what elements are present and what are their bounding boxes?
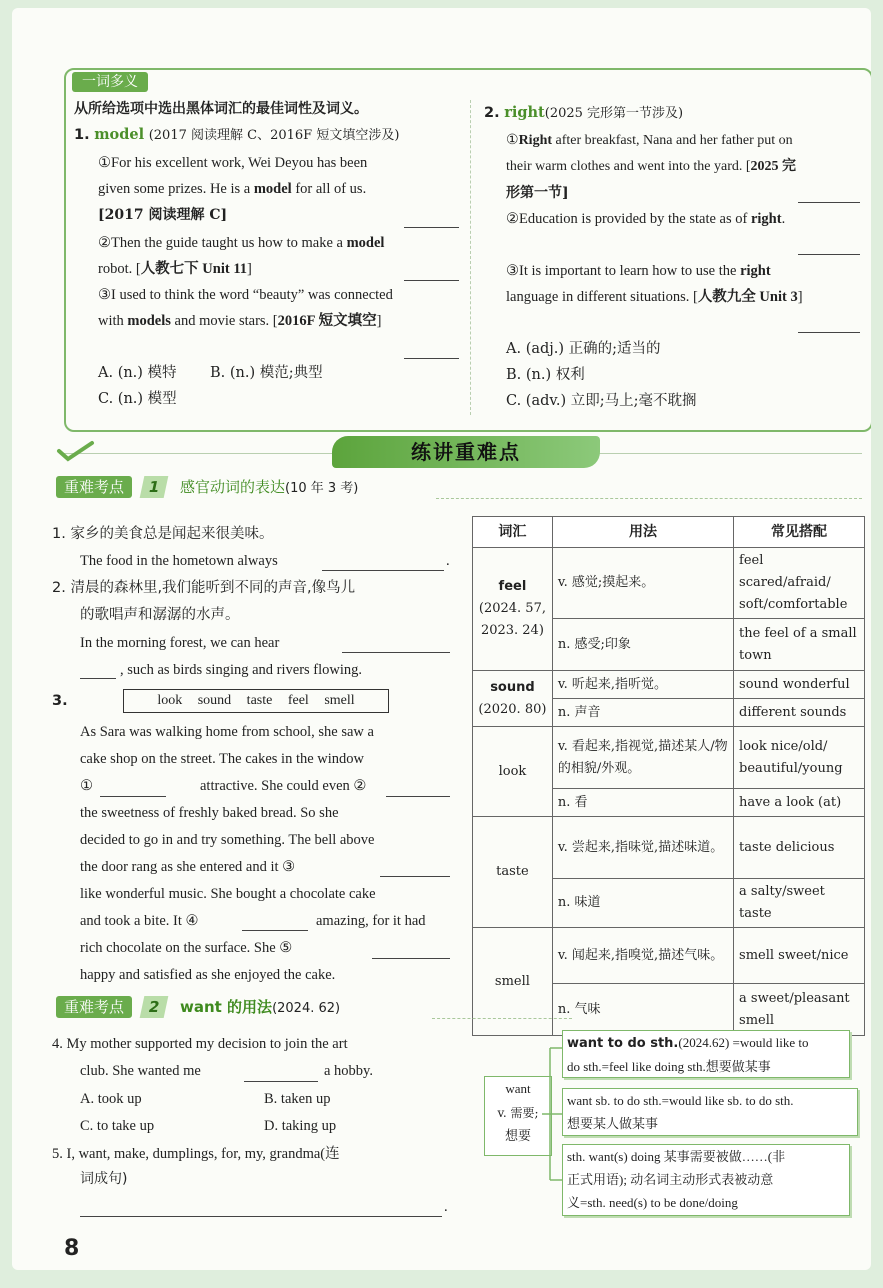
passage-line-10: happy and satisfied as she enjoyed the cake. bbox=[80, 967, 336, 983]
q4-option-d[interactable]: D. taking up bbox=[264, 1118, 337, 1134]
passage-blank-5[interactable] bbox=[372, 958, 450, 959]
q2-chinese-2: 的歌唱声和潺潺的水声。 bbox=[80, 607, 240, 623]
workbook-page bbox=[12, 8, 871, 1270]
passage-line-1: As Sara was walking home from school, she saw a bbox=[80, 724, 374, 740]
word-taste: taste bbox=[473, 817, 553, 928]
q2-blank-1[interactable] bbox=[342, 652, 450, 653]
passage-line-8b: amazing, for it had bbox=[316, 913, 426, 929]
q2-english-2: , such as birds singing and rivers flowing. bbox=[120, 662, 363, 678]
q4-line-2-pre: club. She wanted me bbox=[80, 1063, 201, 1079]
instruction: 从所给选项中选出黑体词汇的最佳词性及词义。 bbox=[74, 101, 368, 117]
table-header: 常见搭配 bbox=[734, 517, 865, 548]
table-header: 词汇 bbox=[473, 517, 553, 548]
q1-period: . bbox=[446, 553, 450, 569]
q2-option-c: C. (adv.) 立即;马上;毫不耽搁 bbox=[506, 393, 697, 409]
q2-heading: 2. right(2025 完形第一节涉及) bbox=[484, 104, 684, 121]
q2-option-b: B. (n.) 权利 bbox=[506, 367, 585, 383]
q1-sentence-1b: given some prizes. He is a model for all of us. bbox=[98, 181, 367, 197]
passage-blank-4[interactable] bbox=[242, 930, 308, 931]
q1-answer-line-3[interactable] bbox=[404, 358, 459, 359]
q1-source-1: [2017 阅读理解 C] bbox=[98, 207, 228, 223]
q2-sentence-3a: ③It is important to learn how to use the right bbox=[506, 263, 771, 279]
q1-answer-line-1[interactable] bbox=[404, 227, 459, 228]
usage-cell: n. 看 bbox=[552, 789, 733, 817]
passage-line-2: cake shop on the street. The cakes in the window bbox=[80, 751, 365, 767]
collocation-cell: have a look (at) bbox=[734, 789, 865, 817]
q4-option-a[interactable]: A. took up bbox=[80, 1091, 142, 1107]
q2-blank-2[interactable] bbox=[80, 678, 116, 679]
want-usage-1: want to do sth.(2024.62) =would like to do sth.=feel like doing sth.想要做某事 bbox=[562, 1030, 850, 1078]
passage-line-3b: attractive. She could even ② bbox=[200, 778, 367, 794]
q5-answer-line[interactable] bbox=[80, 1216, 442, 1217]
table-row bbox=[473, 928, 865, 984]
q4-option-b[interactable]: B. taken up bbox=[264, 1091, 331, 1107]
passage-blank-1[interactable] bbox=[100, 796, 166, 797]
passage-line-9: rich chocolate on the surface. She ⑤ bbox=[80, 940, 293, 956]
table-header-row bbox=[473, 517, 865, 548]
table-row bbox=[473, 671, 865, 699]
want-center-box: want v. 需要; 想要 bbox=[484, 1076, 552, 1156]
passage-line-7: like wonderful music. She bought a chocolate cake bbox=[80, 886, 376, 902]
q1-sentence-2b: robot. [人教七下 Unit 11] bbox=[98, 261, 252, 277]
table-row bbox=[473, 548, 865, 619]
q2-chinese-1: 2. 清晨的森林里,我们能听到不同的声音,像鸟儿 bbox=[52, 580, 356, 596]
sense-verb-table bbox=[472, 516, 865, 1036]
kp2-rule bbox=[432, 1018, 572, 1019]
kp1-title: 感官动词的表达(10 年 3 考) bbox=[180, 478, 359, 496]
q2-answer-line-2[interactable] bbox=[798, 254, 860, 255]
usage-cell: v. 看起来,指视觉,描述某人/物的相貌/外观。 bbox=[552, 727, 733, 789]
q1-sentence-3a: ③I used to think the word “beauty” was connected bbox=[98, 287, 393, 303]
passage-line-8a: and took a bite. It ④ bbox=[80, 913, 199, 929]
usage-cell: v. 感觉;摸起来。 bbox=[552, 548, 733, 619]
table-row bbox=[473, 727, 865, 789]
check-icon bbox=[56, 440, 96, 462]
page-number: 8 bbox=[64, 1236, 80, 1261]
column-divider bbox=[470, 100, 471, 415]
q1-sentence-3b: with models and movie stars. [2016F 短文填空] bbox=[98, 313, 382, 329]
collocation-cell: taste delicious bbox=[734, 817, 865, 879]
usage-cell: v. 听起来,指听觉。 bbox=[552, 671, 733, 699]
q2-sentence-2: ②Education is provided by the state as of right. bbox=[506, 211, 786, 227]
word-smell: smell bbox=[473, 928, 553, 1036]
q1-option-b: B. (n.) 模范;典型 bbox=[210, 365, 323, 381]
q1-option-a: A. (n.) 模特 bbox=[98, 365, 177, 381]
usage-cell: v. 尝起来,指味觉,描述味道。 bbox=[552, 817, 733, 879]
passage-blank-3[interactable] bbox=[380, 876, 450, 877]
q1-english: The food in the hometown always bbox=[80, 553, 278, 569]
table-header: 用法 bbox=[552, 517, 733, 548]
q2-sentence-1a: ①Right after breakfast, Nana and her father put on bbox=[506, 133, 793, 148]
q2-answer-line-3[interactable] bbox=[798, 332, 860, 333]
word-look: look bbox=[473, 727, 553, 817]
q5-period: . bbox=[444, 1199, 448, 1215]
passage-line-3a: ① bbox=[80, 778, 93, 794]
collocation-cell: a salty/sweet taste bbox=[734, 879, 865, 928]
usage-cell: n. 感受;印象 bbox=[552, 619, 733, 671]
q2-sentence-1c: 形第一节] bbox=[506, 185, 569, 201]
collocation-cell: feel scared/afraid/ soft/comfortable bbox=[734, 548, 865, 619]
q1-chinese: 1. 家乡的美食总是闻起来很美味。 bbox=[52, 526, 274, 542]
passage-line-4: the sweetness of freshly baked bread. So she bbox=[80, 805, 339, 821]
kp2-tag: 重难考点 bbox=[56, 996, 132, 1018]
q5-line-2: 词成句) bbox=[80, 1171, 128, 1187]
q5-line-1: 5. I, want, make, dumplings, for, my, grandma(连 bbox=[52, 1146, 340, 1162]
q2-sentence-1b: their warm clothes and went into the yard. [2025 完 bbox=[506, 159, 797, 174]
polysemy-tag: 一词多义 bbox=[72, 72, 148, 92]
collocation-cell: a sweet/pleasant smell bbox=[734, 984, 865, 1036]
collocation-cell: smell sweet/nice bbox=[734, 928, 865, 984]
usage-cell: n. 声音 bbox=[552, 699, 733, 727]
passage-line-6: the door rang as she entered and it ③ bbox=[80, 859, 296, 875]
q4-blank[interactable] bbox=[244, 1081, 318, 1082]
usage-cell: v. 闻起来,指嗅觉,描述气味。 bbox=[552, 928, 733, 984]
collocation-cell: the feel of a small town bbox=[734, 619, 865, 671]
q1-blank[interactable] bbox=[322, 570, 444, 571]
collocation-cell: sound wonderful bbox=[734, 671, 865, 699]
q2-answer-line-1[interactable] bbox=[798, 202, 860, 203]
q4-option-c[interactable]: C. to take up bbox=[80, 1118, 155, 1134]
q2-english-1: In the morning forest, we can hear bbox=[80, 635, 280, 651]
usage-cell: n. 味道 bbox=[552, 879, 733, 928]
want-usage-3: sth. want(s) doing 某事需要被做……(非 正式用语); 动名词主动形式表被动意 义=sth. need(s) to be done/doing bbox=[562, 1144, 850, 1216]
q3-word-bank: look sound taste feel smell bbox=[123, 689, 389, 713]
q3-number: 3. bbox=[52, 693, 68, 709]
passage-line-5: decided to go in and try something. The bell above bbox=[80, 832, 375, 848]
collocation-cell: different sounds bbox=[734, 699, 865, 727]
word-feel: feel (2024. 57, 2023. 24) bbox=[473, 548, 553, 671]
kp1-number: 1 bbox=[140, 476, 169, 498]
q2-option-a: A. (adj.) 正确的;适当的 bbox=[506, 341, 661, 357]
q4-line-1: 4. My mother supported my decision to join the art bbox=[52, 1036, 348, 1052]
q2-sentence-3b: language in different situations. [人教九全 Unit 3] bbox=[506, 289, 803, 305]
usage-cell: n. 气味 bbox=[552, 984, 733, 1036]
kp2-number: 2 bbox=[140, 996, 169, 1018]
q1-sentence-2a: ②Then the guide taught us how to make a model bbox=[98, 235, 385, 251]
kp1-rule bbox=[436, 498, 862, 499]
section-banner: 练讲重难点 bbox=[332, 436, 600, 468]
table-row bbox=[473, 817, 865, 879]
passage-blank-2[interactable] bbox=[386, 796, 450, 797]
q1-heading: 1. model (2017 阅读理解 C、2016F 短文填空涉及) bbox=[74, 126, 400, 143]
q1-answer-line-2[interactable] bbox=[404, 280, 459, 281]
word-sound: sound (2020. 80) bbox=[473, 671, 553, 727]
want-usage-2: want sb. to do sth.=would like sb. to do sth. 想要某人做某事 bbox=[562, 1088, 858, 1136]
collocation-cell: look nice/old/ beautiful/young bbox=[734, 727, 865, 789]
kp2-title: want 的用法(2024. 62) bbox=[180, 998, 341, 1016]
q1-option-c: C. (n.) 模型 bbox=[98, 391, 177, 407]
q1-sentence-1a: ①For his excellent work, Wei Deyou has been bbox=[98, 155, 368, 171]
kp1-tag: 重难考点 bbox=[56, 476, 132, 498]
q4-line-2-post: a hobby. bbox=[324, 1063, 373, 1079]
